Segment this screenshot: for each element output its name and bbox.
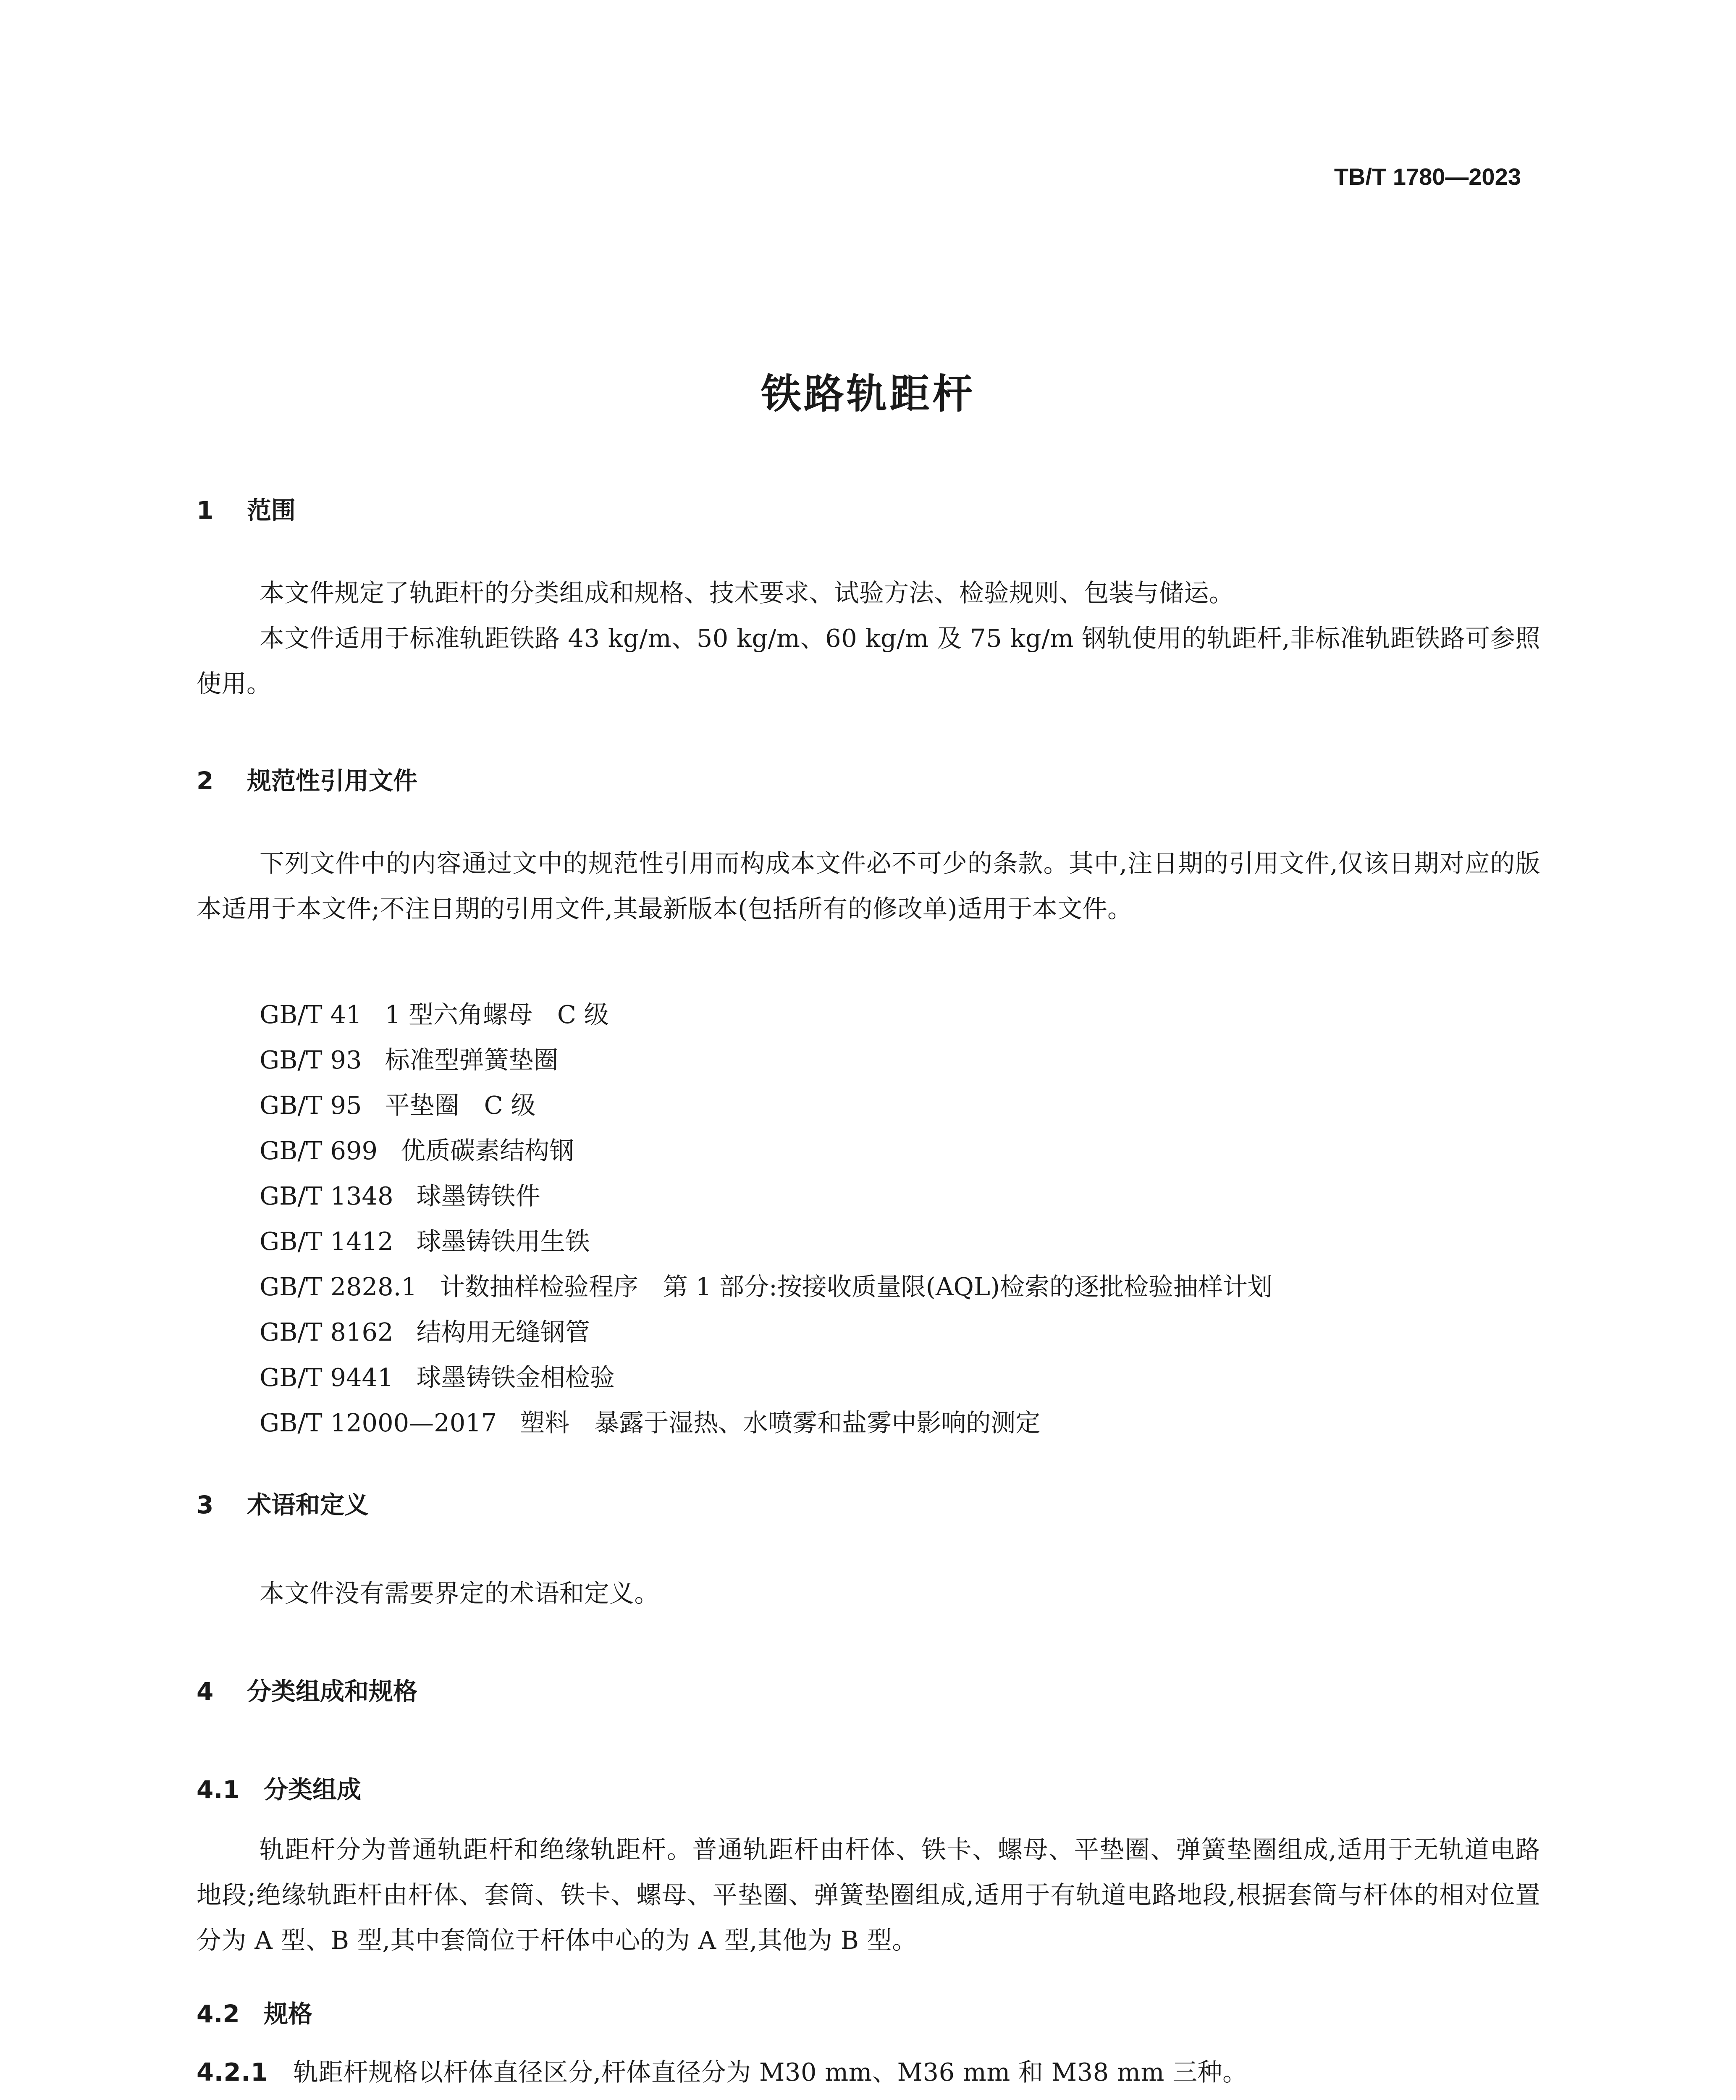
section-title: 术语和定义 bbox=[247, 1491, 369, 1519]
subsection-title: 规格 bbox=[264, 2000, 313, 2028]
reference-code: GB/T 95 bbox=[260, 1091, 362, 1120]
subsection-number: 4.2 bbox=[197, 2000, 240, 2028]
subsection-title: 分类组成 bbox=[264, 1775, 362, 1804]
subsection-number: 4.1 bbox=[197, 1775, 240, 1804]
section-title: 范围 bbox=[247, 496, 296, 525]
reference-code: GB/T 1412 bbox=[260, 1227, 393, 1256]
reference-title: 球墨铸铁金相检验 bbox=[416, 1363, 615, 1392]
section-number: 2 bbox=[197, 766, 214, 795]
reference-item bbox=[260, 1083, 1272, 1128]
reference-item bbox=[260, 1355, 1272, 1400]
scope-paragraph-1: 本文件规定了轨距杆的分类组成和规格、技术要求、试验方法、检验规则、包装与储运。 bbox=[260, 578, 1234, 607]
reference-item bbox=[260, 1037, 1272, 1083]
section-number: 1 bbox=[197, 496, 214, 525]
reference-list bbox=[260, 992, 1272, 1446]
reference-title: 球墨铸铁用生铁 bbox=[416, 1227, 590, 1256]
reference-code: GB/T 8162 bbox=[260, 1318, 393, 1347]
reference-item bbox=[260, 1219, 1272, 1264]
reference-item bbox=[260, 1310, 1272, 1355]
section-1-heading bbox=[197, 491, 296, 526]
section-number: 4 bbox=[197, 1677, 214, 1706]
section-title: 规范性引用文件 bbox=[247, 766, 418, 795]
reference-title: 优质碳素结构钢 bbox=[401, 1136, 574, 1165]
subsection-4-2-heading bbox=[197, 1994, 312, 2029]
reference-code: GB/T 12000—2017 bbox=[260, 1408, 497, 1437]
document-title: 铁路轨距杆 bbox=[761, 370, 975, 417]
clause-text: 轨距杆规格以杆体直径区分,杆体直径分为 M30 mm、M36 mm 和 M38 mm 三种。 bbox=[293, 2058, 1248, 2087]
reference-title: 球墨铸铁件 bbox=[416, 1181, 540, 1210]
reference-code: GB/T 41 bbox=[260, 1000, 362, 1029]
reference-code: GB/T 1348 bbox=[260, 1181, 393, 1210]
reference-code: GB/T 9441 bbox=[260, 1363, 393, 1392]
terms-paragraph: 本文件没有需要界定的术语和定义。 bbox=[260, 1579, 660, 1608]
clause-number: 4.2.1 bbox=[197, 2058, 268, 2087]
reference-item bbox=[260, 992, 1272, 1037]
reference-item bbox=[260, 1264, 1272, 1310]
clause-4-2-1 bbox=[197, 2050, 1540, 2095]
reference-item bbox=[260, 1400, 1272, 1446]
clause-4-2-2 bbox=[197, 2095, 1540, 2100]
reference-code: GB/T 699 bbox=[260, 1136, 378, 1165]
classification-paragraph: 轨距杆分为普通轨距杆和绝缘轨距杆。普通轨距杆由杆体、铁卡、螺母、平垫圈、弹簧垫圈组成,适用于无轨道电路地段;绝缘轨距杆由杆体、套筒、铁卡、螺母、平垫圈、弹簧垫圈组成,适用于有轨道电路地段,根据套筒与杆体的相对位置分为 A 型、B 型,其中套筒位于杆体中心的为 A 型,其他为 B 型。 bbox=[197, 1835, 1540, 1955]
scope-paragraph-2: 本文件适用于标准轨距铁路 43 kg/m、50 kg/m、60 kg/m 及 75 kg/m 钢轨使用的轨距杆,非标准轨距铁路可参照使用。 bbox=[197, 624, 1540, 698]
subsection-4-1-heading bbox=[197, 1770, 361, 1805]
section-3-heading bbox=[197, 1485, 369, 1520]
reference-code: GB/T 93 bbox=[260, 1045, 362, 1074]
reference-title: 1 型六角螺母 C 级 bbox=[385, 1000, 609, 1029]
standard-code: TB/T 1780—2023 bbox=[1334, 163, 1521, 190]
section-number: 3 bbox=[197, 1491, 214, 1519]
reference-item bbox=[260, 1173, 1272, 1219]
section-2-heading bbox=[197, 761, 417, 796]
section-4-heading bbox=[197, 1672, 417, 1707]
reference-title: 标准型弹簧垫圈 bbox=[385, 1045, 559, 1074]
references-intro: 下列文件中的内容通过文中的规范性引用而构成本文件必不可少的条款。其中,注日期的引用文件,仅该日期对应的版本适用于本文件;不注日期的引用文件,其最新版本(包括所有的修改单)适用于本文件。 bbox=[197, 849, 1540, 923]
reference-title: 计数抽样检验程序 第 1 部分:按接收质量限(AQL)检索的逐批检验抽样计划 bbox=[440, 1272, 1273, 1301]
reference-title: 平垫圈 C 级 bbox=[385, 1091, 536, 1120]
reference-item bbox=[260, 1128, 1272, 1173]
section-title: 分类组成和规格 bbox=[247, 1677, 418, 1706]
reference-title: 塑料 暴露于湿热、水喷雾和盐雾中影响的测定 bbox=[520, 1408, 1041, 1437]
reference-code: GB/T 2828.1 bbox=[260, 1272, 417, 1301]
reference-title: 结构用无缝钢管 bbox=[416, 1318, 590, 1347]
